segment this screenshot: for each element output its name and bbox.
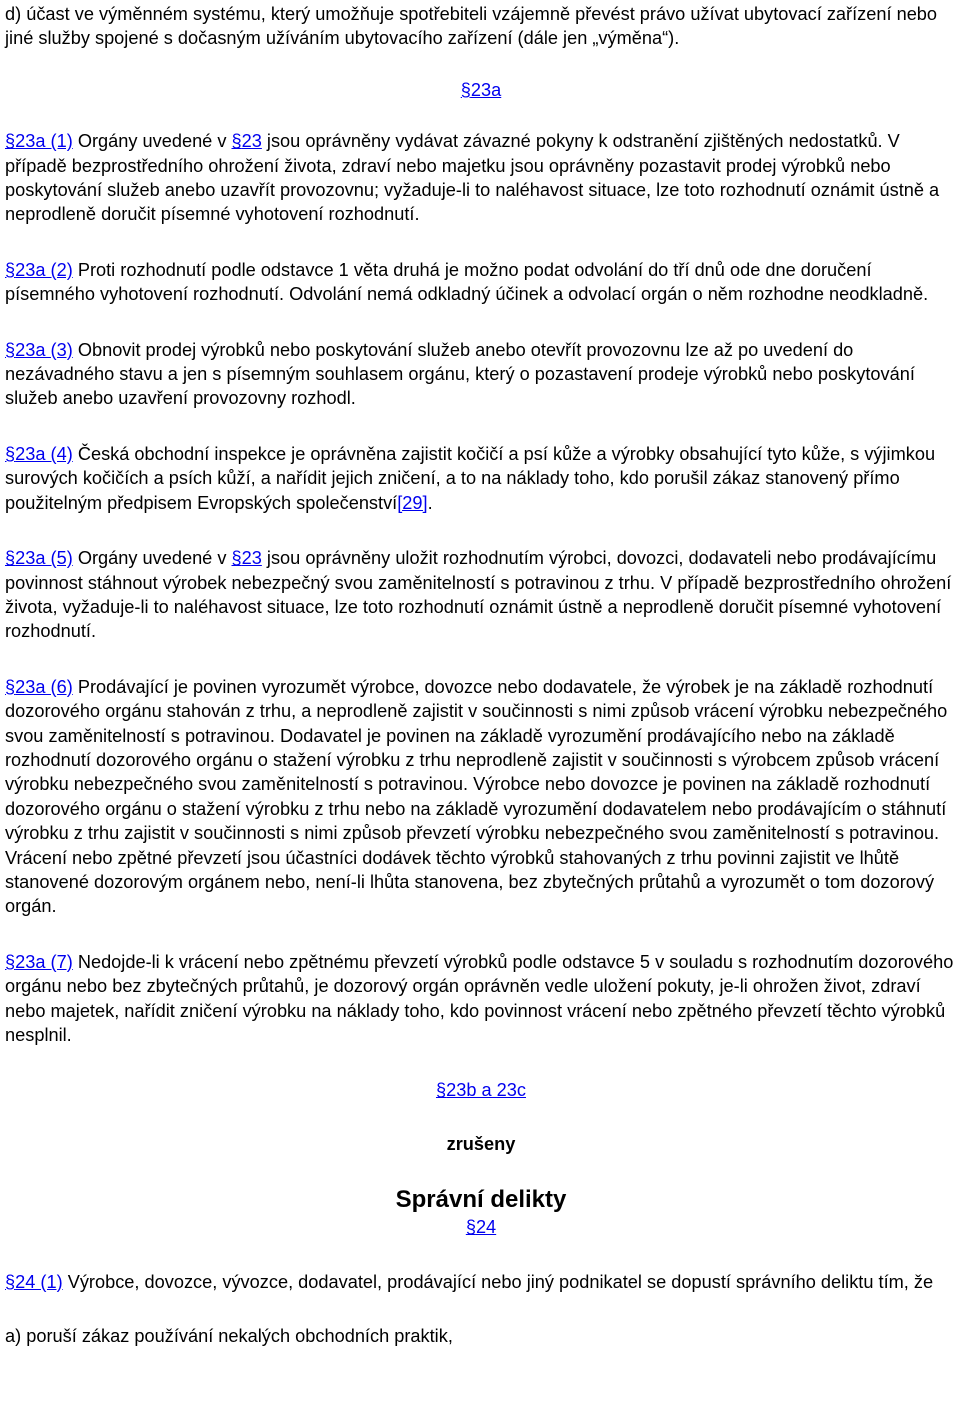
section-link-23a[interactable]: §23a bbox=[460, 79, 502, 100]
section-sign: § bbox=[5, 259, 16, 280]
section-sign: § bbox=[5, 548, 16, 569]
section-heading-24[interactable] bbox=[5, 1215, 957, 1239]
section-sign: § bbox=[5, 676, 16, 697]
section-title-spravni-delikty: Správní delikty bbox=[395, 1186, 567, 1214]
ref-link-23a-4[interactable]: §23a (4) bbox=[5, 443, 73, 464]
section-sign: § bbox=[5, 951, 16, 972]
section-sign: § bbox=[5, 339, 16, 360]
ref-link-23a-1[interactable]: §23a (1) bbox=[5, 131, 73, 152]
section-sign: § bbox=[5, 131, 16, 152]
paragraph-23a-6: §23a (6) Prodávající je povinen vyrozumět výrobce, dovozce nebo dodavatele, že výrobek je na základě rozhodnutí dozorového orgánu stahován z trhu, a neprodleně zajistit v součinnosti s nimi způsob vrácení výrobku nebezpečného svou zaměnitelností s potravinou. Dodavatel je povinen na základě vyrozumění prodávajícího nebo na základě rozhodnutí dozorového orgánu o stažení výrobku z trhu neprodleně zajistit v součinnosti s výrobcem způsob vrácení výrobku nebezpečného svou zaměnitelností s potravinou. Výrobce nebo dovozce je povinen na základě rozhodnutí dozorového orgánu o stažení výrobku z trhu nebo na základě vyrozumění dodavatelem nebo prodávajícím o stáhnutí výrobku z trhu zajistit v součinnosti s nimi způsob převzetí výrobku nebezpečného svou zaměnitelností s potravinou. Vrácení nebo zpětné převzetí jsou účastníci dodávek těchto výrobků stahovaných z trhu povinni zajistit ve lhůtě stanovené dozorovým orgánem nebo, není-li lhůta stanovena, bez zbytečných průtahů a vyrozumět o tom dozorový orgán. bbox=[5, 676, 948, 917]
section-sign: § bbox=[231, 548, 242, 569]
section-link-24[interactable]: §24 bbox=[465, 1217, 497, 1238]
footnote-link-29[interactable]: [29] bbox=[397, 492, 428, 513]
paragraph-intro bbox=[5, 2, 957, 51]
list-item-a: a) poruší zákaz používání nekalých obchodních praktik, bbox=[5, 1326, 453, 1347]
section-heading-23b-23c[interactable] bbox=[5, 1078, 957, 1102]
ref-link-23a-2[interactable]: §23a (2) bbox=[5, 259, 73, 280]
ref-link-23a-7[interactable]: §23a (7) bbox=[5, 951, 73, 972]
section-sign: § bbox=[231, 131, 242, 152]
ref-link-23a-5[interactable]: §23a (5) bbox=[5, 548, 73, 569]
paragraph-23a-5: §23a (5) Orgány uvedené v §23 jsou oprávněny uložit rozhodnutím výrobci, dovozci, dodavateli nebo prodávajícímu povinnost stáhnout výrobek nebezpečný svou zaměnitelností s potravinou z trhu. V případě bezprostředního ohrožení života, vyžaduje-li to naléhavost situace, lze toto rozhodnutí oznámit ústně a neprodleně doručit písemné vyhotovení rozhodnutí. bbox=[5, 548, 952, 642]
section-sign: § bbox=[5, 1271, 16, 1292]
document-body bbox=[5, 0, 957, 1348]
ref-link-23a-6[interactable]: §23a (6) bbox=[5, 676, 73, 697]
ref-link-23[interactable]: §23 bbox=[231, 548, 262, 569]
paragraph-23a-3: §23a (3) Obnovit prodej výrobků nebo poskytování služeb anebo otevřít provozovnu lze až po uvedení do nezávadného stavu a jen s písemným souhlasem orgánu, který o pozastavení prodeje výrobků nebo poskytování služeb anebo uzavření provozovny rozhodl. bbox=[5, 339, 915, 409]
paragraph-23a-1: §23a (1) Orgány uvedené v §23 jsou oprávněny vydávat závazné pokyny k odstranění zjištěných nedostatků. V případě bezprostředního ohrožení života, zdraví nebo majetku jsou oprávněny pozastavit prodej výrobků nebo poskytování služeb anebo uzavřít provozovnu; vyžaduje-li to naléhavost situace, lze toto rozhodnutí oznámit ústně a neprodleně doručit písemné vyhotovení rozhodnutí. bbox=[5, 131, 940, 225]
section-sign: § bbox=[435, 1080, 447, 1101]
section-sign: § bbox=[460, 79, 471, 100]
paragraph-23a-2: §23a (2) Proti rozhodnutí podle odstavce 1 věta druhá je možno podat odvolání do tří dnů ode dne doručení písemného vyhotovení rozhodnutí. Odvolání nemá odkladný účinek a odvolací orgán o něm rozhodne neodkladně. bbox=[5, 259, 929, 305]
repealed-label: zrušeny bbox=[446, 1133, 516, 1154]
section-sign: § bbox=[465, 1217, 476, 1238]
paragraph-23a-4: §23a (4) Česká obchodní inspekce je oprávněna zajistit kočičí a psí kůže a výrobky obsahující tyto kůže, s výjimkou surových kočičích a psích kůží, a nařídit jejich zničení, a to na náklady toho, kdo porušil zákaz stanovený přímo použitelným předpisem Evropských společenství[29]. bbox=[5, 443, 936, 513]
section-heading-23a[interactable] bbox=[5, 78, 957, 102]
ref-link-23[interactable]: §23 bbox=[231, 131, 262, 152]
paragraph-23a-7: §23a (7) Nedojde-li k vrácení nebo zpětnému převzetí výrobků podle odstavce 5 v souladu s rozhodnutím dozorového orgánu nebo bez zbytečných průtahů, je dozorový orgán oprávněn vedle uložení pokuty, je-li ohrožen život, zdraví nebo majetek, nařídit zničení výrobku na náklady toho, kdo povinnost vrácení nebo zpětného převzetí těchto výrobků nesplnil. bbox=[5, 951, 954, 1045]
ref-link-23a-3[interactable]: §23a (3) bbox=[5, 339, 73, 360]
ref-link-24-1[interactable]: §24 (1) bbox=[5, 1271, 63, 1292]
paragraph-24-1: §24 (1) Výrobce, dovozce, vývozce, dodavatel, prodávající nebo jiný podnikatel se dopustí správního deliktu tím, že bbox=[5, 1271, 934, 1292]
section-sign: § bbox=[5, 443, 16, 464]
section-link-23b-23c[interactable]: §23b a 23c bbox=[435, 1080, 526, 1101]
intro-text: d) účast ve výměnném systému, který umožňuje spotřebiteli vzájemně převést právo užívat ubytovací zařízení nebo jiné služby spojené s dočasným užíváním ubytovacího zařízení (dále jen „výměna“). bbox=[5, 4, 938, 49]
